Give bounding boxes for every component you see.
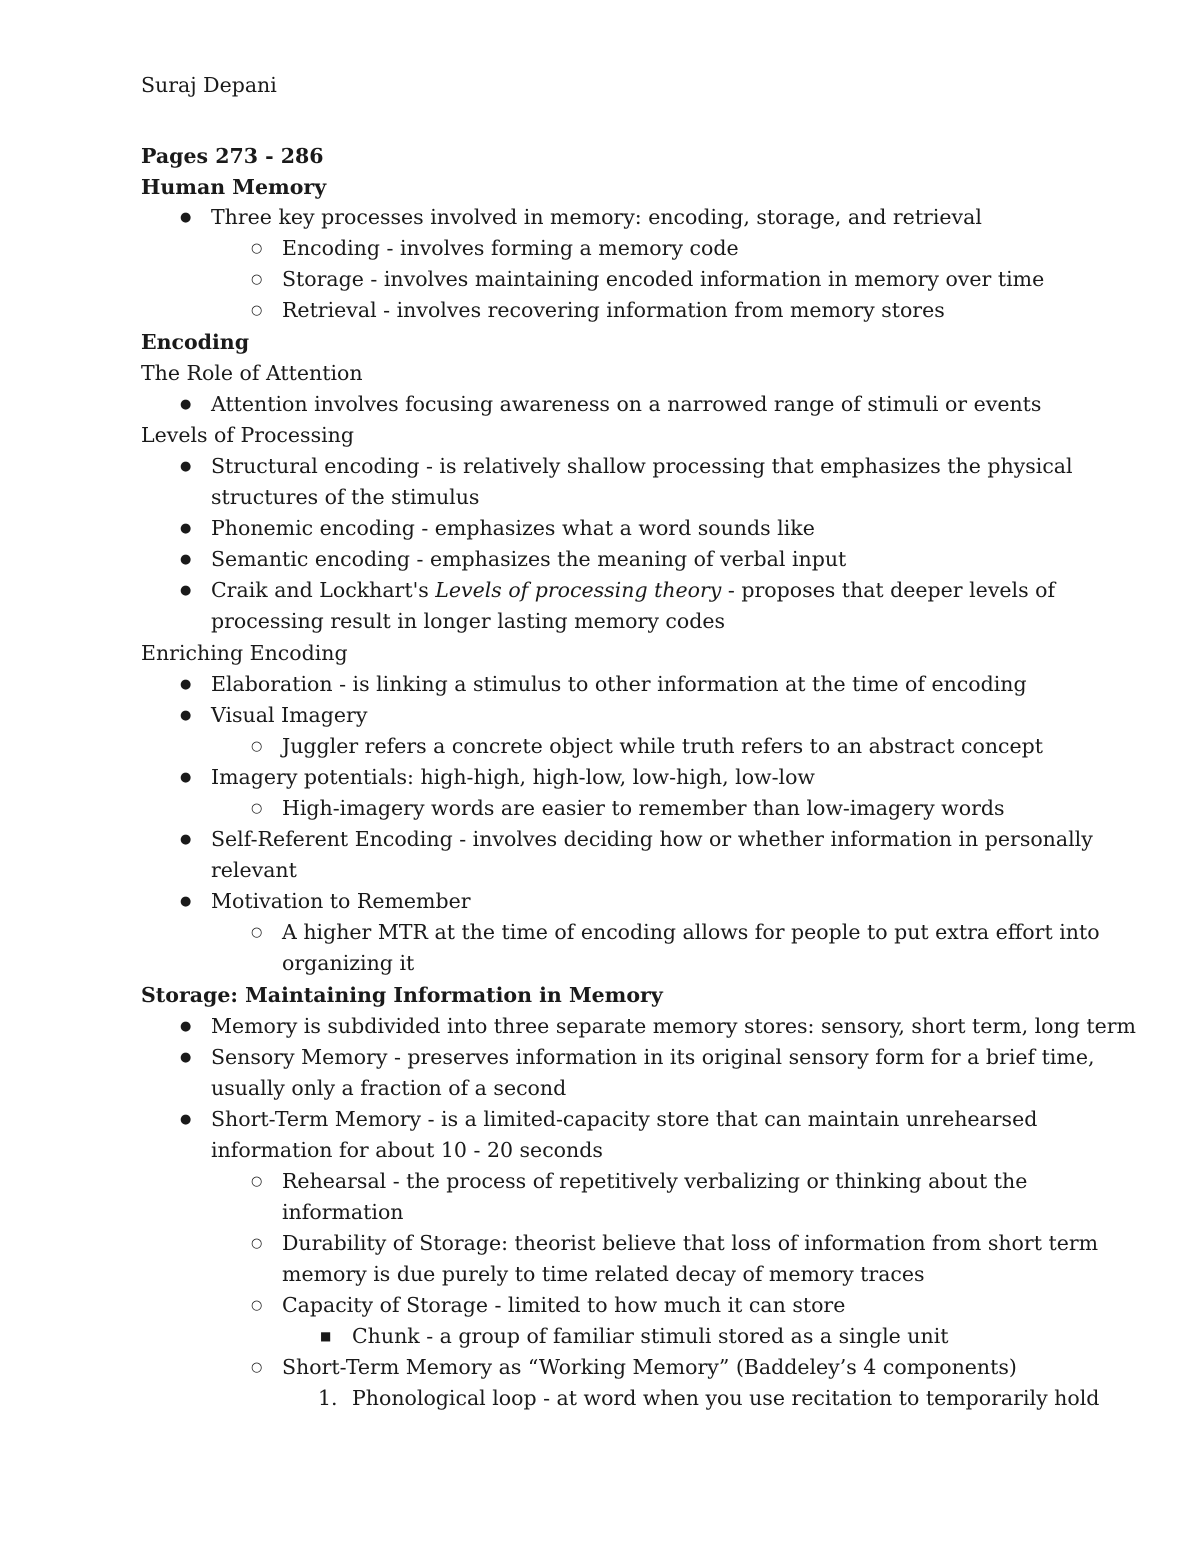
circle-bullet-icon: ○ — [251, 925, 263, 940]
list-item: Memory is subdivided into three separate memory stores: sensory, short term, long term — [211, 1014, 1136, 1038]
list-item: Phonemic encoding - emphasizes what a word sounds like — [211, 516, 815, 540]
bullet-icon: ● — [180, 1050, 192, 1065]
theory-name: Levels of processing theory — [435, 578, 722, 602]
list-item: Three key processes involved in memory: encoding, storage, and retrieval — [211, 205, 982, 229]
human-memory-heading: Human Memory — [141, 175, 327, 199]
circle-bullet-icon: ○ — [251, 1174, 263, 1189]
bullet-icon: ● — [180, 552, 192, 567]
list-item: Self-Referent Encoding - involves deciding how or whether information in personally — [211, 827, 1093, 851]
list-item: Short-Term Memory - is a limited-capacity store that can maintain unrehearsed — [211, 1107, 1038, 1131]
bullet-icon: ● — [180, 1019, 192, 1034]
encoding-heading: Encoding — [141, 330, 250, 354]
page-range-heading: Pages 273 - 286 — [141, 144, 324, 168]
bullet-icon: ● — [180, 894, 192, 909]
list-item: Chunk - a group of familiar stimuli stored as a single unit — [352, 1324, 949, 1348]
list-item: Short-Term Memory as “Working Memory” (Baddeley’s 4 components) — [282, 1355, 1017, 1379]
bullet-icon: ● — [180, 832, 192, 847]
list-number: 1. — [318, 1386, 338, 1410]
circle-bullet-icon: ○ — [251, 241, 263, 256]
list-item: Phonological loop - at word when you use recitation to temporarily hold — [352, 1386, 1100, 1410]
circle-bullet-icon: ○ — [251, 303, 263, 318]
circle-bullet-icon: ○ — [251, 1298, 263, 1313]
list-item-continuation: structures of the stimulus — [211, 485, 480, 509]
list-item-continuation: information for about 10 - 20 seconds — [211, 1138, 603, 1162]
circle-bullet-icon: ○ — [251, 801, 263, 816]
list-item: Retrieval - involves recovering information from memory stores — [282, 298, 945, 322]
list-item: High-imagery words are easier to remember than low-imagery words — [282, 796, 1005, 820]
list-item-continuation: information — [282, 1200, 404, 1224]
list-item: Durability of Storage: theorist believe that loss of information from short term — [282, 1231, 1099, 1255]
bullet-icon: ● — [180, 459, 192, 474]
list-item: Capacity of Storage - limited to how much it can store — [282, 1293, 846, 1317]
list-item: Semantic encoding - emphasizes the meaning of verbal input — [211, 547, 847, 571]
author-name: Suraj Depani — [141, 73, 277, 97]
bullet-icon: ● — [180, 521, 192, 536]
role-of-attention-subheading: The Role of Attention — [141, 361, 363, 385]
list-item: Juggler refers a concrete object while truth refers to an abstract concept — [282, 734, 1044, 758]
square-bullet-icon: ■ — [320, 1329, 332, 1343]
storage-heading: Storage: Maintaining Information in Memory — [141, 983, 663, 1007]
bullet-icon: ● — [180, 1112, 192, 1127]
list-item: Imagery potentials: high-high, high-low, low-high, low-low — [211, 765, 815, 789]
list-item: Visual Imagery — [211, 703, 368, 727]
list-item: Storage - involves maintaining encoded information in memory over time — [282, 267, 1045, 291]
list-item: A higher MTR at the time of encoding allows for people to put extra effort into — [282, 920, 1100, 944]
list-item: Motivation to Remember — [211, 889, 471, 913]
list-item-continuation: memory is due purely to time related decay of memory traces — [282, 1262, 925, 1286]
bullet-icon: ● — [180, 210, 192, 225]
enriching-encoding-subheading: Enriching Encoding — [141, 641, 348, 665]
bullet-icon: ● — [180, 397, 192, 412]
bullet-icon: ● — [180, 677, 192, 692]
circle-bullet-icon: ○ — [251, 739, 263, 754]
list-item-continuation: relevant — [211, 858, 297, 882]
levels-of-processing-subheading: Levels of Processing — [141, 423, 354, 447]
list-item: Structural encoding - is relatively shallow processing that emphasizes the physical — [211, 454, 1073, 478]
list-item: Elaboration - is linking a stimulus to other information at the time of encoding — [211, 672, 1027, 696]
bullet-icon: ● — [180, 583, 192, 598]
text-run: - proposes that deeper levels of — [721, 578, 1056, 602]
list-item: Sensory Memory - preserves information in its original sensory form for a brief time, — [211, 1045, 1095, 1069]
list-item-continuation: usually only a fraction of a second — [211, 1076, 567, 1100]
circle-bullet-icon: ○ — [251, 1360, 263, 1375]
list-item — [211, 575, 1055, 606]
list-item: Encoding - involves forming a memory code — [282, 236, 739, 260]
list-item: Rehearsal - the process of repetitively verbalizing or thinking about the — [282, 1169, 1028, 1193]
list-item: Attention involves focusing awareness on a narrowed range of stimuli or events — [211, 392, 1042, 416]
text-run: Craik and Lockhart's — [211, 578, 436, 602]
bullet-icon: ● — [180, 770, 192, 785]
circle-bullet-icon: ○ — [251, 1236, 263, 1251]
bullet-icon: ● — [180, 708, 192, 723]
circle-bullet-icon: ○ — [251, 272, 263, 287]
list-item-continuation: processing result in longer lasting memory codes — [211, 609, 726, 633]
list-item-continuation: organizing it — [282, 951, 415, 975]
